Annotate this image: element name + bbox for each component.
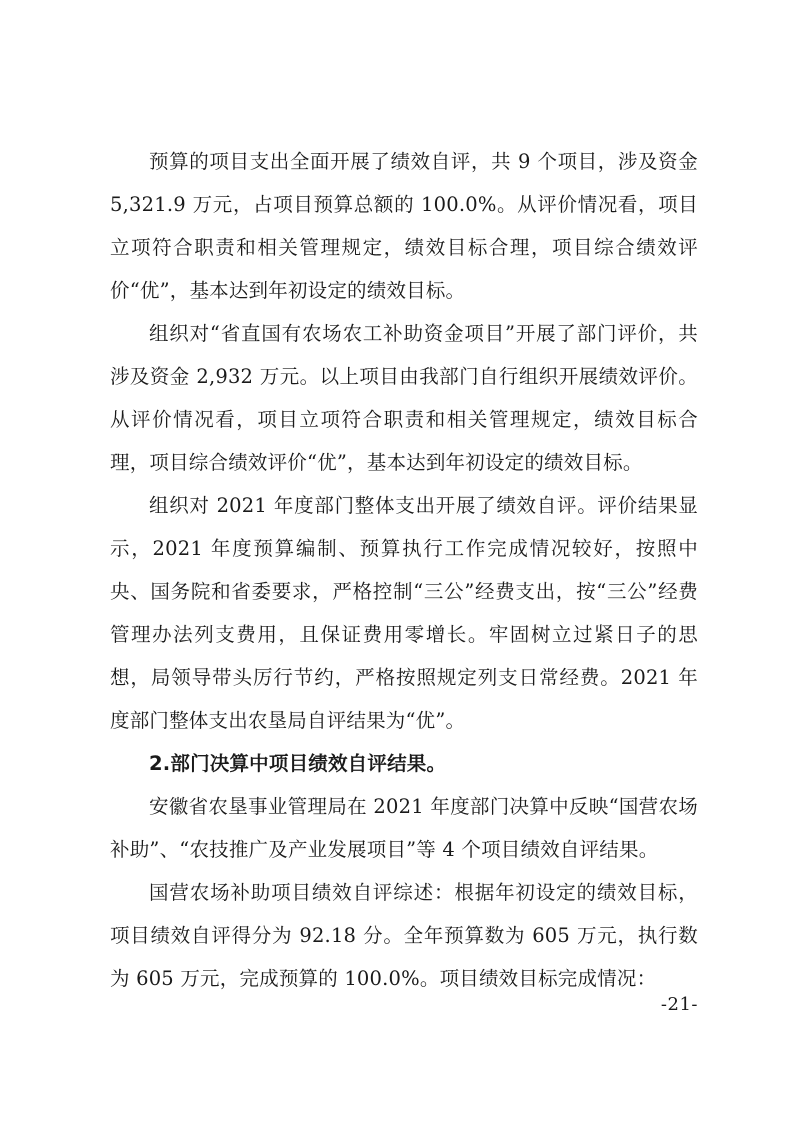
paragraph-1: 预算的项目支出全面开展了绩效自评，共 9 个项目，涉及资金 5,321.9 万元，占项目预算总额的 100.0%。从评价情况看，项目立项符合职责和相关管理规定，绩效目标合理，项目综合绩效评价“优”，基本达到年初设定的绩效目标。	[110, 150, 698, 302]
paragraph-5: 国营农场补助项目绩效自评综述：根据年初设定的绩效目标，项目绩效自评得分为 92.18 分。全年预算数为 605 万元，执行数为 605 万元，完成预算的 100.0%。项目绩效目标完成情况：	[110, 881, 698, 990]
page-number: -21-	[660, 994, 698, 1015]
paragraph-4: 安徽省农垦事业管理局在 2021 年度部门决算中反映“国营农场补助”、“农技推广及产业发展项目”等 4 个项目绩效自评结果。	[110, 795, 698, 861]
document-body	[110, 140, 698, 1000]
paragraph-2: 组织对“省直国有农场农工补助资金项目”开展了部门评价，共涉及资金 2,932 万元。以上项目由我部门自行组织开展绩效评价。从评价情况看，项目立项符合职责和相关管理规定，绩效目标合理，项目综合绩效评价“优”，基本达到年初设定的绩效目标。	[110, 322, 698, 474]
paragraph-3: 组织对 2021 年度部门整体支出开展了绩效自评。评价结果显示，2021 年度预算编制、预算执行工作完成情况较好，按照中央、国务院和省委要求，严格控制“三公”经费支出，按“三公”经费管理办法列支费用，且保证费用零增长。牢固树立过紧日子的思想，局领导带头厉行节约，严格按照规定列支日常经费。2021 年度部门整体支出农垦局自评结果为“优”。	[110, 494, 698, 732]
section-heading-2: 2.部门决算中项目绩效自评结果。	[149, 752, 447, 775]
